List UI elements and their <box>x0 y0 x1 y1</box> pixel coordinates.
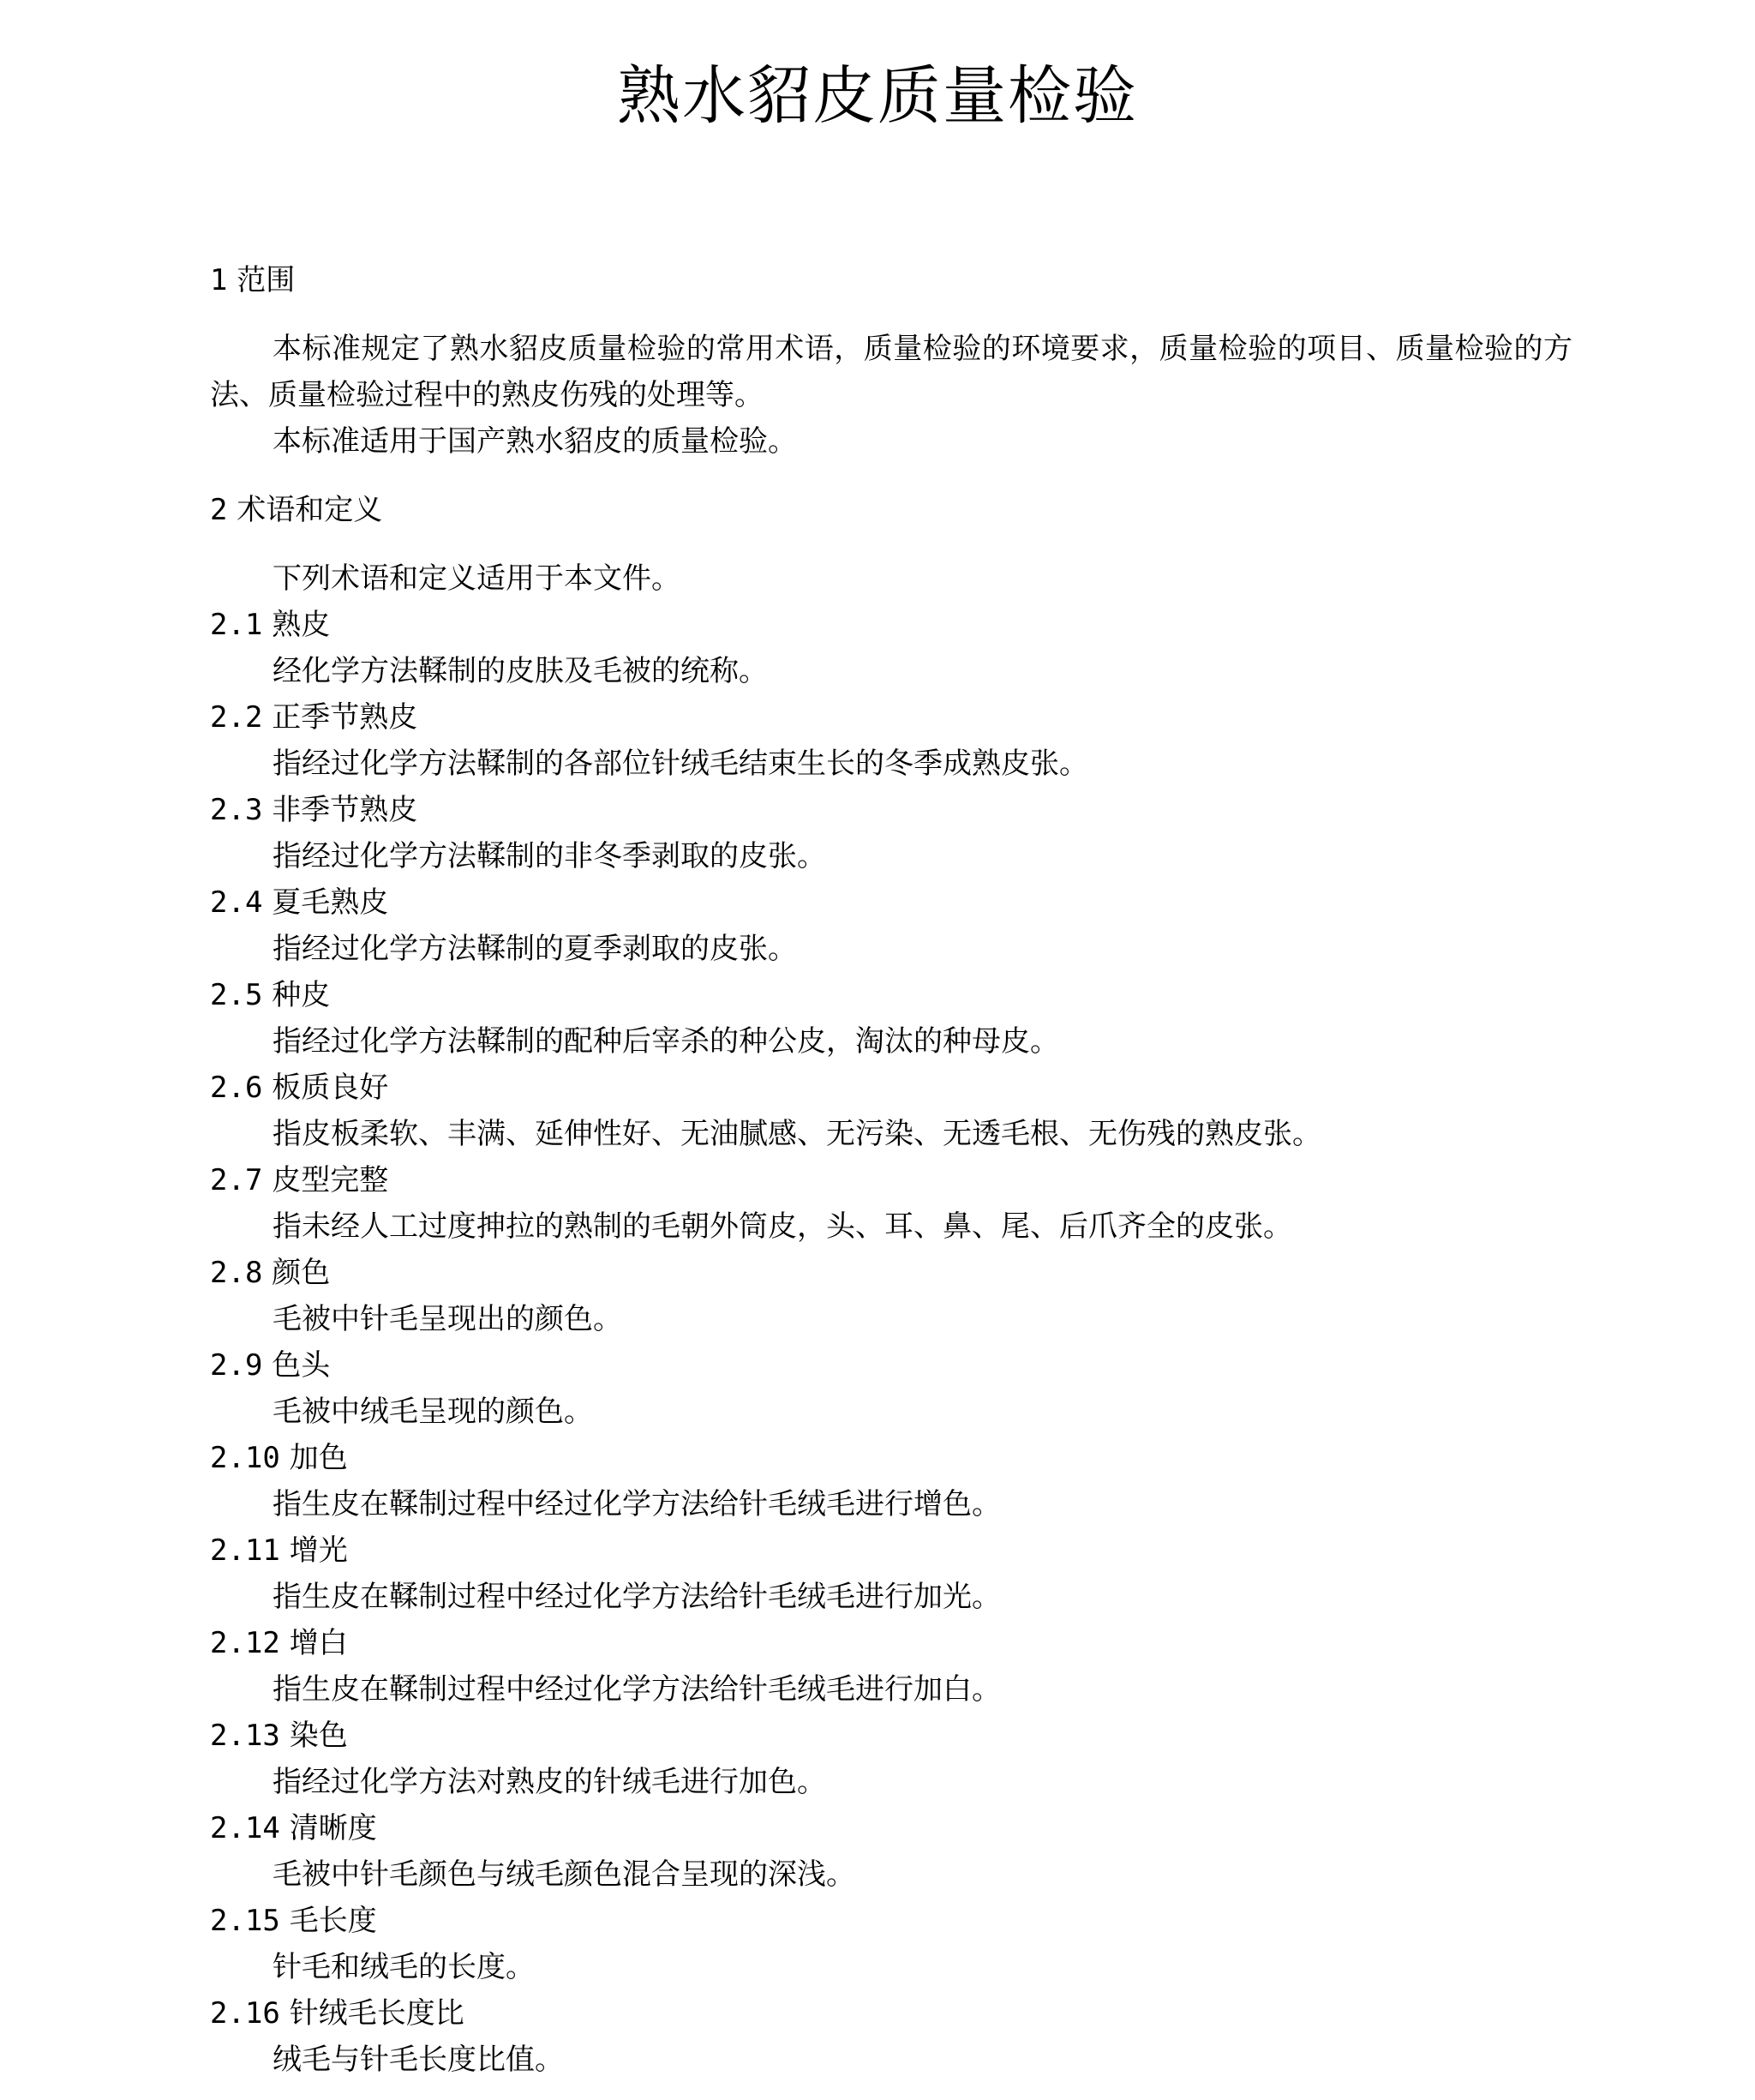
section-number: 1 <box>210 263 228 297</box>
term-heading <box>210 1342 1572 1389</box>
section-title: 范围 <box>237 263 296 297</box>
term-definition: 指经过化学方法对熟皮的针绒毛进行加色。 <box>273 1765 826 1799</box>
term-name: 增白 <box>289 1626 348 1660</box>
term-definition: 指经过化学方法鞣制的夏季剥取的皮张。 <box>273 932 797 966</box>
term-name: 颜色 <box>272 1256 331 1290</box>
term-name: 加色 <box>289 1441 348 1475</box>
term-heading <box>210 1250 1572 1296</box>
section-heading-scope <box>210 257 1572 303</box>
term-name: 种皮 <box>272 978 331 1012</box>
scope-paragraph: 本标准适用于国产熟水貂皮的质量检验。 <box>273 424 797 459</box>
term-number: 2.6 <box>210 1071 263 1105</box>
term-number: 2.7 <box>210 1163 263 1197</box>
term-heading <box>210 1990 1572 2037</box>
term-name: 熟皮 <box>272 608 331 642</box>
term-number: 2.11 <box>210 1533 280 1568</box>
term-definition: 针毛和绒毛的长度。 <box>273 1950 535 1984</box>
term-number: 2.5 <box>210 978 263 1012</box>
term-heading <box>210 1805 1572 1851</box>
term-definition: 指未经人工过度抻拉的熟制的毛朝外筒皮，头、耳、鼻、尾、后爪齐全的皮张。 <box>273 1209 1292 1244</box>
term-heading <box>210 787 1572 833</box>
term-definition: 指经过化学方法鞣制的非冬季剥取的皮张。 <box>273 839 826 873</box>
term-name: 夏毛熟皮 <box>272 885 389 920</box>
term-number: 2.14 <box>210 1811 280 1845</box>
scope-paragraph: 本标准规定了熟水貂皮质量检验的常用术语，质量检验的环境要求，质量检验的项目、质量检验的方法、质量检验过程中的熟皮伤残的处理等。 <box>210 332 1572 412</box>
term-name: 非季节熟皮 <box>272 793 418 827</box>
term-definition: 指经过化学方法鞣制的各部位针绒毛结束生长的冬季成熟皮张。 <box>273 747 1088 781</box>
term-definition: 指生皮在鞣制过程中经过化学方法给针毛绒毛进行增色。 <box>273 1487 1001 1521</box>
terms-intro: 下列术语和定义适用于本文件。 <box>273 561 680 596</box>
term-definition: 指经过化学方法鞣制的配种后宰杀的种公皮，淘汰的种母皮。 <box>273 1024 1059 1059</box>
term-number: 2.1 <box>210 608 263 642</box>
term-name: 毛长度 <box>289 1904 377 1938</box>
term-heading <box>210 1527 1572 1574</box>
section-number: 2 <box>210 493 228 527</box>
term-name: 板质良好 <box>272 1071 389 1105</box>
term-definition: 指皮板柔软、丰满、延伸性好、无油腻感、无污染、无透毛根、无伤残的熟皮张。 <box>273 1117 1321 1151</box>
term-definition: 经化学方法鞣制的皮肤及毛被的统称。 <box>273 654 768 688</box>
term-number: 2.8 <box>210 1256 263 1290</box>
term-name: 色头 <box>272 1348 331 1383</box>
term-definition: 毛被中绒毛呈现的颜色。 <box>273 1395 593 1429</box>
term-heading <box>210 1620 1572 1666</box>
term-definition: 毛被中针毛呈现出的颜色。 <box>273 1302 622 1336</box>
term-definition: 绒毛与针毛长度比值。 <box>273 2043 564 2077</box>
document-body <box>210 257 1572 2083</box>
term-heading <box>210 1713 1572 1759</box>
term-number: 2.10 <box>210 1441 280 1475</box>
term-number: 2.2 <box>210 700 263 735</box>
term-number: 2.13 <box>210 1719 280 1753</box>
term-name: 清晰度 <box>289 1811 377 1845</box>
term-heading <box>210 694 1572 741</box>
term-definition: 指生皮在鞣制过程中经过化学方法给针毛绒毛进行加光。 <box>273 1580 1001 1614</box>
term-number: 2.15 <box>210 1904 280 1938</box>
document-title: 熟水貂皮质量检验 <box>617 59 1138 133</box>
term-heading <box>210 1065 1572 1111</box>
term-heading <box>210 1435 1572 1481</box>
term-heading <box>210 1157 1572 1203</box>
term-number: 2.16 <box>210 1996 280 2031</box>
term-name: 染色 <box>289 1719 348 1753</box>
term-number: 2.12 <box>210 1626 280 1660</box>
term-name: 皮型完整 <box>272 1163 389 1197</box>
term-heading <box>210 1898 1572 1944</box>
section-title: 术语和定义 <box>237 493 383 527</box>
term-list <box>210 602 1572 2083</box>
term-name: 针绒毛长度比 <box>289 1996 464 2031</box>
term-number: 2.4 <box>210 885 263 920</box>
term-heading <box>210 602 1572 648</box>
section-heading-terms <box>210 487 1572 533</box>
term-definition: 指生皮在鞣制过程中经过化学方法给针毛绒毛进行加白。 <box>273 1672 1001 1707</box>
term-definition: 毛被中针毛颜色与绒毛颜色混合呈现的深浅。 <box>273 1857 855 1892</box>
term-number: 2.9 <box>210 1348 263 1383</box>
term-name: 正季节熟皮 <box>272 700 418 735</box>
term-name: 增光 <box>289 1533 348 1568</box>
term-heading <box>210 879 1572 926</box>
term-heading <box>210 972 1572 1018</box>
term-number: 2.3 <box>210 793 263 827</box>
